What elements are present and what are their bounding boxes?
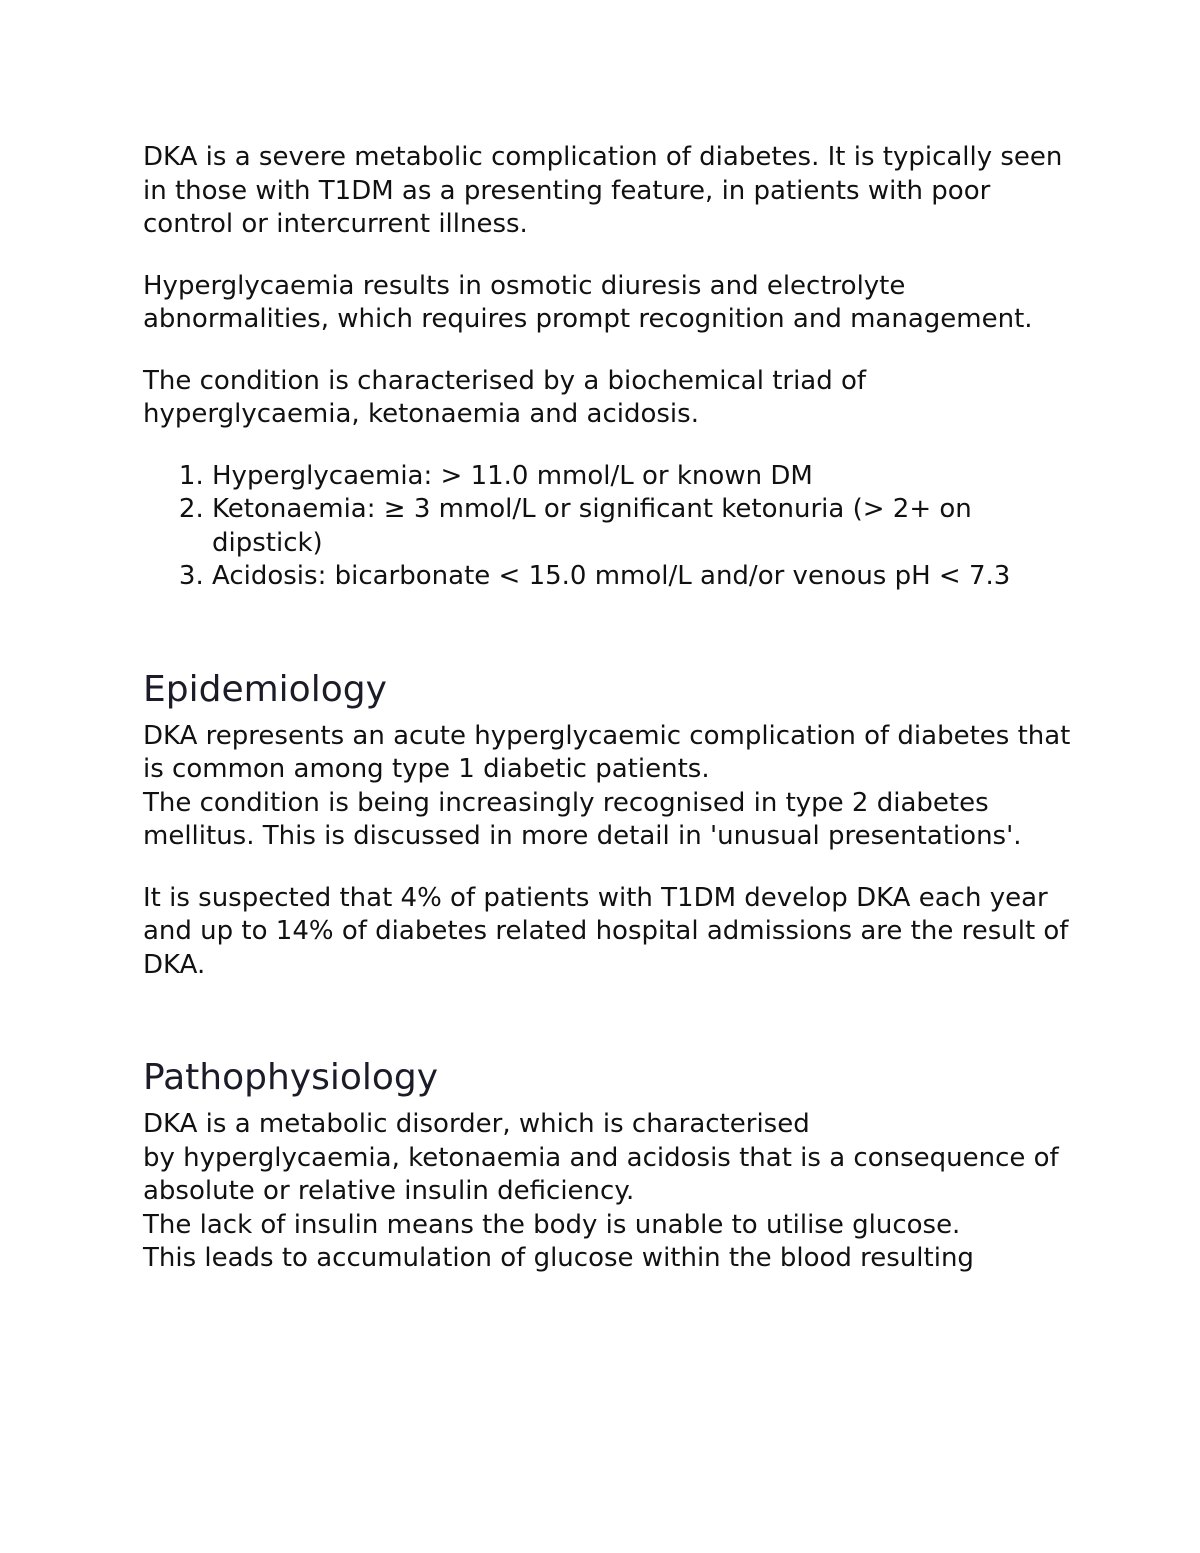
intro-paragraph-1: DKA is a severe metabolic complication of diabetes. It is typically seen in those with T1DM as a presenting feature, in patients with poor control or intercurrent illness. — [143, 142, 1063, 239]
intro-paragraph-3: The condition is characterised by a biochemical triad of hyperglycaemia, ketonaemia and acidosis. — [143, 365, 867, 429]
epidemiology-heading: Epidemiology — [143, 668, 387, 710]
list-item: 2. Ketonaemia: ≥ 3 mmol/L or significant ketonuria (> 2+ on dipstick) — [212, 493, 1073, 560]
list-item: 1. Hyperglycaemia: > 11.0 mmol/L or known DM — [212, 460, 1073, 494]
pathophysiology-heading: Pathophysiology — [143, 1057, 439, 1098]
epidemiology-paragraph-2: It is suspected that 4% of patients with T1DM develop DKA each year and up to 14% of diabetes related hospital admissions are the result of DKA. — [143, 882, 1069, 980]
pathophysiology-line: The lack of insulin means the body is unable to utilise glucose. — [143, 1209, 961, 1240]
intro-paragraph-2: Hyperglycaemia results in osmotic diuresis and electrolyte abnormalities, which requires prompt recognition and management. — [143, 270, 1033, 334]
pathophysiology-paragraph-1 — [143, 1108, 1073, 1276]
list-item: 3. Acidosis: bicarbonate < 15.0 mmol/L and/or venous pH < 7.3 — [212, 560, 1073, 594]
pathophysiology-line: This leads to accumulation of glucose within the blood resulting — [143, 1243, 974, 1273]
epidemiology-line: The condition is being increasingly recognised in type 2 diabetes mellitus. This is discussed in more detail in 'unusual presentations'. — [143, 787, 1022, 851]
pathophysiology-line: by hyperglycaemia, ketonaemia and acidosis that is a consequence of absolute or relative insulin deficiency. — [143, 1142, 1059, 1206]
epidemiology-line: DKA represents an acute hyperglycaemic complication of diabetes that is common among type 1 diabetic patients. — [143, 720, 1071, 784]
triad-list — [143, 460, 1073, 594]
document-page — [143, 141, 1073, 1276]
epidemiology-paragraph-1 — [143, 720, 1073, 854]
pathophysiology-line: DKA is a metabolic disorder, which is characterised — [143, 1109, 810, 1139]
